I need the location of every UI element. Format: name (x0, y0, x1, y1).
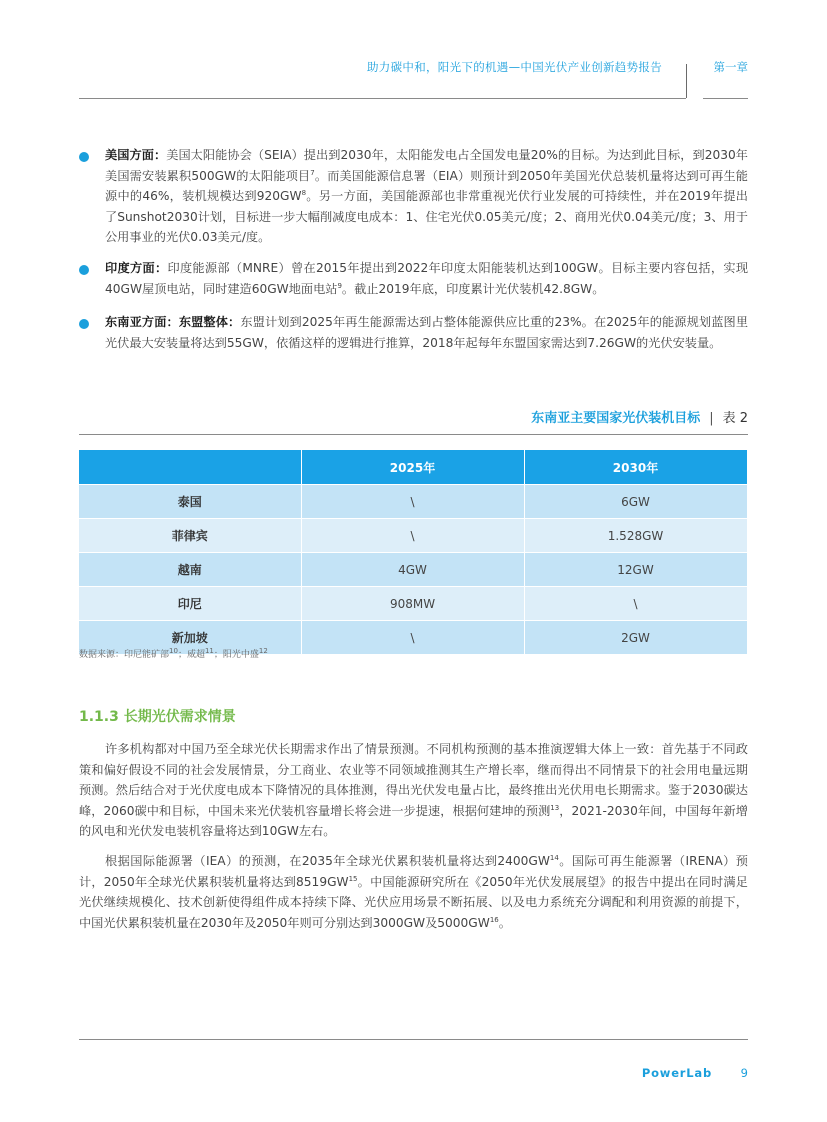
value-cell: \ (301, 519, 524, 553)
value-cell: \ (524, 587, 747, 621)
value-cell: 6GW (524, 485, 747, 519)
table-row (79, 553, 747, 587)
column-header (79, 450, 301, 485)
header-rule-right (703, 98, 748, 99)
chapter-label: 第一章 (713, 60, 748, 74)
value-cell: 2GW (524, 621, 747, 655)
report-title: 助力碳中和，阳光下的机遇—中国光伏产业创新趋势报告 (367, 60, 662, 74)
table-header-row (79, 450, 747, 485)
country-cell: 菲律宾 (79, 519, 301, 553)
bullet-text: 印度方面：印度能源部（MNRE）曾在2015年提出到2022年印度太阳能装机达到100GW。目标主要内容包括，实现40GW屋顶电站，同时建造60GW地面电站$^9$。截止2019年底，印度累计光伏装机42.8GW。 (105, 261, 749, 296)
footer-brand-logo: PowerLab (641, 1066, 712, 1080)
bullet-usa (79, 145, 748, 248)
solar-target-table (79, 450, 748, 654)
section-heading: 1.1.3 长期光伏需求情景 (79, 709, 236, 725)
country-cell: 泰国 (79, 485, 301, 519)
bullet-text: 东南亚方面：东盟整体：东盟计划到2025年再生能源需达到占整体能源供应比重的23%。在2025年的能源规划蓝图里光伏最大安装量将达到55GW，依循这样的逻辑进行推算，2018年起每年东盟国家需达到7.26GW的光伏安装量。 (105, 315, 749, 350)
column-header: 2030年 (524, 450, 747, 485)
footer-rule (79, 1039, 748, 1040)
bullet-dot-icon (79, 152, 89, 162)
table-row (79, 485, 747, 519)
bullet-text: 美国方面：美国太阳能协会（SEIA）提出到2030年，太阳能发电占全国发电量20%的目标。为达到此目标，到2030年美国需安装累积500GW的太阳能项目$^7$。而美国能源信息署（EIA）则预计到2050年美国光伏总装机量将达到可再生能源中的46%，装机规模达到$920GW^8$。另一方面，美国能源部也非常重视光伏行业发展的可持续性，并在2019年提出了Sunshot2030计划，目标进一步大幅削减度电成本：1、住宅光伏0.05美元/度；2、商用光伏0.04美元/度；3、用于公用事业的光伏0.03美元/度。 (105, 148, 748, 244)
table-title: 东南亚主要国家光伏装机目标 (531, 411, 701, 426)
value-cell: 4GW (301, 553, 524, 587)
table-caption-rule (79, 434, 748, 435)
table-source: 数据来源：印尼能矿部$^{10}$；威超$^{11}$；阳光中盛$^{12}$ (79, 647, 268, 660)
value-cell: 908MW (301, 587, 524, 621)
table-row (79, 519, 747, 553)
value-cell: 1.528GW (524, 519, 747, 553)
bullet-dot-icon (79, 319, 89, 329)
bullet-dot-icon (79, 265, 89, 275)
table-caption (79, 407, 748, 427)
country-cell: 新加坡 (79, 621, 301, 655)
value-cell: \ (301, 485, 524, 519)
column-header: 2025年 (301, 450, 524, 485)
value-cell: \ (301, 621, 524, 655)
page-number: 9 (740, 1066, 748, 1080)
caption-separator: | (709, 411, 714, 426)
header-divider (686, 64, 687, 98)
table-number: 表 2 (722, 411, 748, 426)
bullet-southeast-asia (79, 312, 748, 353)
paragraph-global-forecast: 根据国际能源署（IEA）的预测，在2035年全球光伏累积装机量将达到2400GW$^{14}$。国际可再生能源署（IRENA）预计，2050年全球光伏累积装机量将达到8519GW$^{15}$。中国能源研究所在《2050年光伏发展展望》的报告中提出在同时满足光伏继续规模化、技术创新使得组件成本持续下降、光伏应用场景不断拓展、以及电力系统充分调配和利用资源的前提下，中国光伏累积装机量在2030年及2050年则可分别达到3000GW及5000GW$^{16}$。 (79, 853, 748, 930)
header-rule (79, 98, 686, 99)
value-cell: 12GW (524, 553, 747, 587)
table-row (79, 587, 747, 621)
country-cell: 越南 (79, 553, 301, 587)
bullet-india (79, 258, 748, 299)
paragraph-forecast-logic: 许多机构都对中国乃至全球光伏长期需求作出了情景预测。不同机构预测的基本推演逻辑大体上一致：首先基于不同政策和偏好假设不同的社会发展情景，分工商业、农业等不同领域推测其生产增长率，继而得出不同情景下的社会用电量远期预测。然后结合对于光伏度电成本下降情况的具体推测，得出光伏发电量占比，最终推出光伏用电长期需求。鉴于2030碳达峰，2060碳中和目标，中国未来光伏装机容量增长将会进一步提速，根据何建坤的预测$^{13}$，2021-2030年间，中国每年新增的风电和光伏发电装机容量将达到10GW左右。 (79, 742, 748, 838)
country-cell: 印尼 (79, 587, 301, 621)
